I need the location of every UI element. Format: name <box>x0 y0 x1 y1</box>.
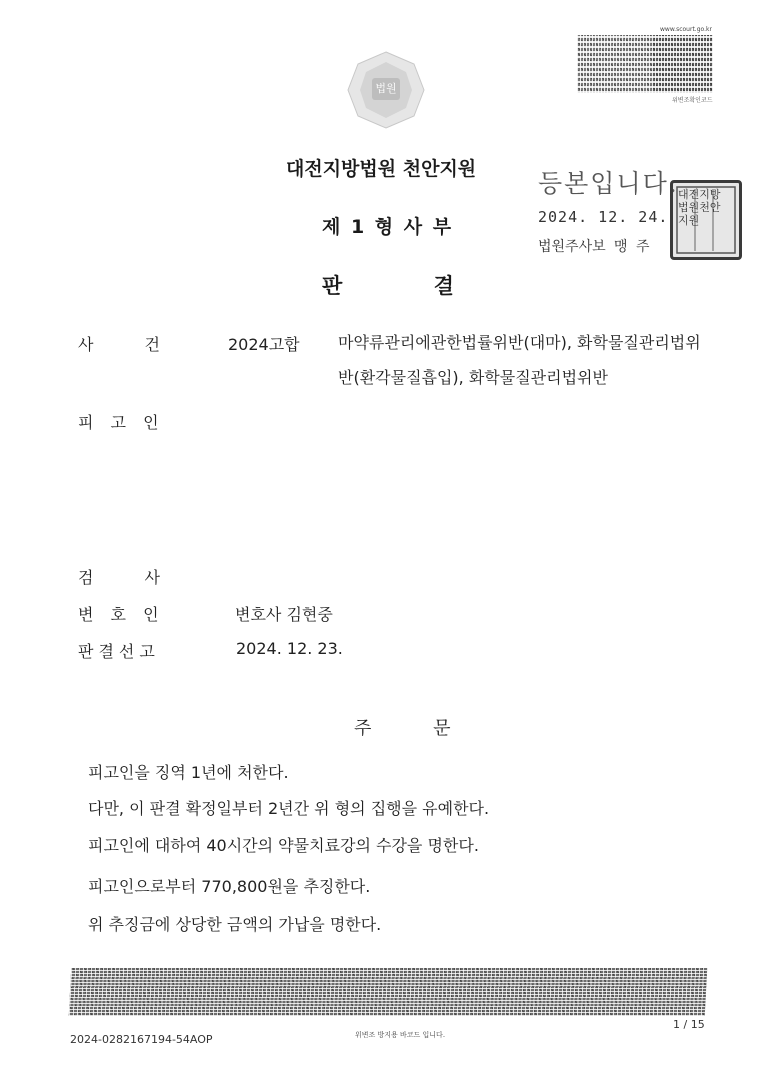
document-type: 판 결 <box>322 274 454 298</box>
verify-code-label: 위변조확인코드 <box>672 97 713 104</box>
barcode-caption: 위변조 방지용 바코드 입니다. <box>355 1031 446 1039</box>
judgment-date-label: 판결선고 <box>78 642 160 661</box>
order-line-2: 다만, 이 판결 확정일부터 2년간 위 형의 집행을 유예한다. <box>88 799 490 818</box>
division-name: 제 1 형 사 부 <box>322 216 454 238</box>
case-number: 2024고합 <box>228 335 300 354</box>
certification-date: 2024. 12. 24. <box>538 208 669 226</box>
certification-title: 등본입니다. <box>538 169 679 198</box>
order-line-5: 위 추징금에 상당한 금액의 가납을 명한다. <box>88 915 382 934</box>
anti-forgery-barcode <box>69 968 708 1016</box>
emblem-text: 법원 <box>375 82 397 95</box>
seal-text: 대전지방법원천안지원 <box>678 188 721 227</box>
verification-qr-inner <box>652 35 712 93</box>
defendant-label: 피 고 인 <box>78 413 159 432</box>
order-title: 주 문 <box>354 718 451 739</box>
order-line-4: 피고인으로부터 770,800원을 추징한다. <box>88 877 371 896</box>
page-number: 1 / 15 <box>673 1018 705 1031</box>
counsel-value: 변호사 김현중 <box>235 605 333 624</box>
case-label: 사 건 <box>78 335 160 354</box>
court-name: 대전지방법원 천안지원 <box>286 158 477 180</box>
counsel-label: 변 호 인 <box>78 605 159 624</box>
case-name-line1: 마약류관리에관한법률위반(대마), 화학물질관리법위 <box>338 333 701 352</box>
prosecutor-label: 검 사 <box>78 568 160 587</box>
document-id: 2024-0282167194-54AOP <box>70 1033 213 1046</box>
site-url: www.scourt.go.kr <box>660 26 712 33</box>
order-line-3: 피고인에 대하여 40시간의 약물치료강의 수강을 명한다. <box>88 836 479 855</box>
case-name-line2: 반(환각물질흡입), 화학물질관리법위반 <box>338 368 608 387</box>
certification-officer: 법원주사보 맹 주 <box>538 239 650 255</box>
order-line-1: 피고인을 징역 1년에 처한다. <box>88 763 289 782</box>
judgment-date-value: 2024. 12. 23. <box>236 639 343 658</box>
